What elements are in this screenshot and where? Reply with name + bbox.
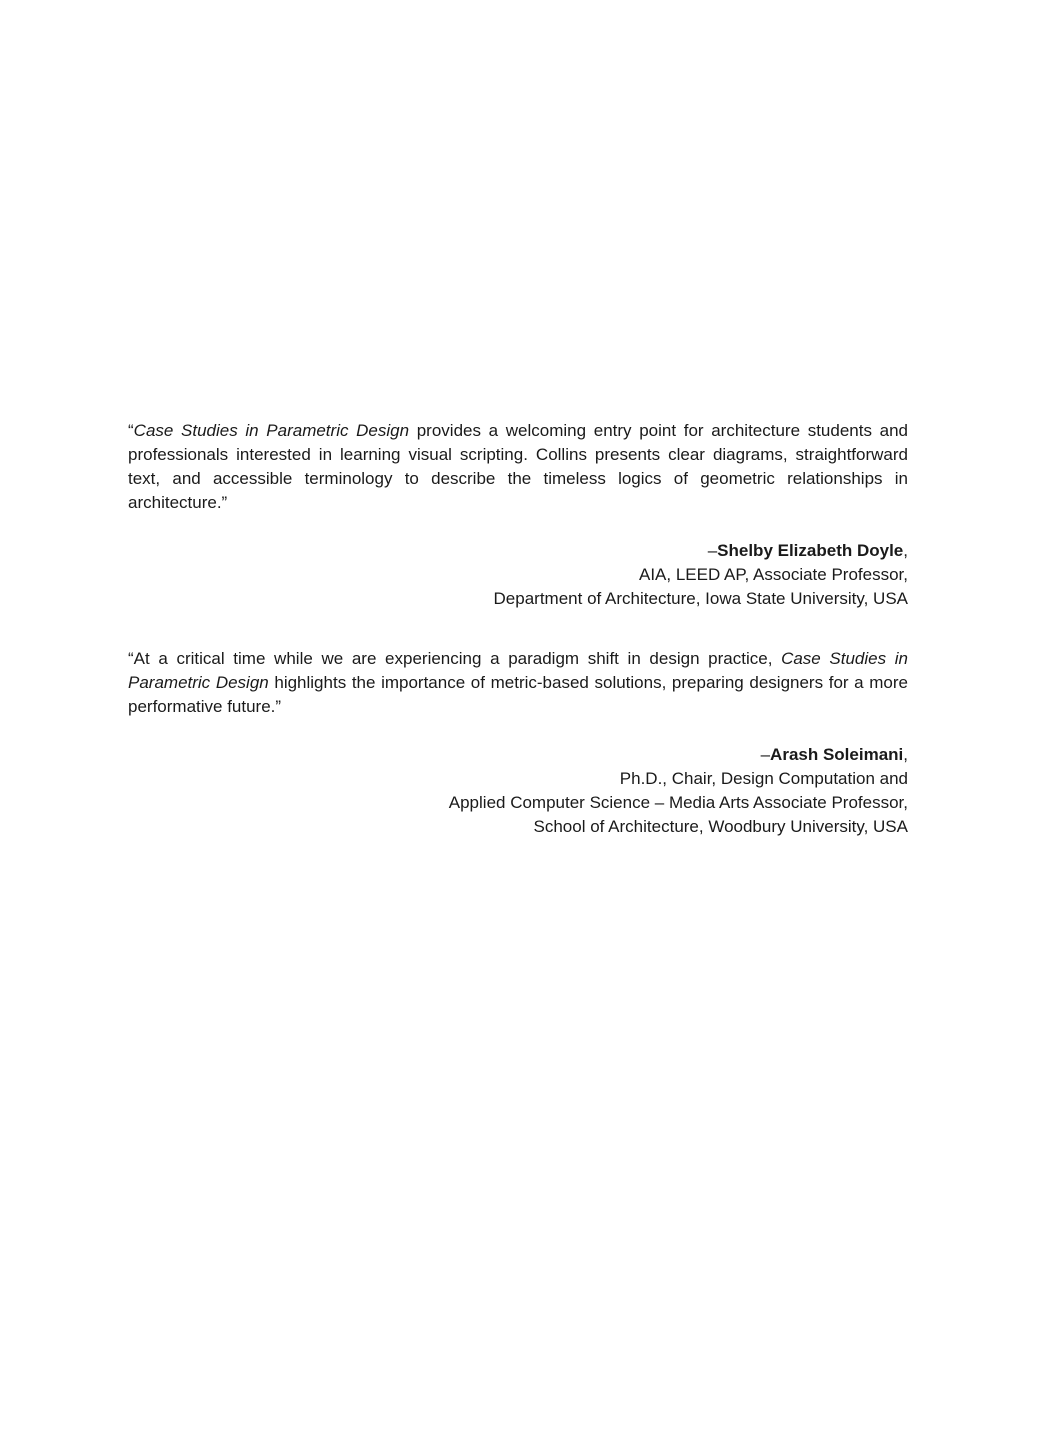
endorser-credentials: Ph.D., Chair, Design Computation and xyxy=(619,769,908,788)
attribution-name-line xyxy=(128,743,908,767)
quote-body-after: highlights the importance of metric-based solutions, preparing designers for a more performative future.” xyxy=(128,673,908,716)
endorser-credentials: AIA, LEED AP, Associate Professor, xyxy=(639,565,908,584)
attribution-comma: , xyxy=(903,745,908,764)
endorsement-2-quote xyxy=(128,647,908,719)
endorser-name: Shelby Elizabeth Doyle xyxy=(717,541,904,560)
endorsement-1 xyxy=(128,419,908,611)
endorser-name: Arash Soleimani xyxy=(770,745,904,764)
attribution-dash: – xyxy=(760,745,771,764)
attribution-dash: – xyxy=(707,541,718,560)
endorser-affiliation: School of Architecture, Woodbury University, USA xyxy=(533,817,908,836)
endorser-title: Applied Computer Science – Media Arts Associate Professor, xyxy=(448,793,908,812)
quote-body-before: “At a critical time while we are experiencing a paradigm shift in design practice, xyxy=(128,649,782,668)
book-title: Case Studies in Parametric Design xyxy=(133,421,410,440)
book-title: Case Studies in Parametric Design xyxy=(128,649,908,692)
endorsement-1-attribution xyxy=(128,539,908,611)
quote-open-mark: “ xyxy=(128,421,134,440)
attribution-comma: , xyxy=(903,541,908,560)
endorsement-2 xyxy=(128,647,908,839)
endorsement-2-attribution xyxy=(128,743,908,839)
quote-body: provides a welcoming entry point for architecture students and professionals interested in learning visual scripting. Collins presents clear diagrams, straightforward text, and accessible terminology to describe the timeless logics of geometric relationships in architecture.” xyxy=(128,421,908,512)
endorser-affiliation: Department of Architecture, Iowa State University, USA xyxy=(493,589,908,608)
endorsements-page xyxy=(128,419,908,839)
endorsement-1-quote xyxy=(128,419,908,515)
attribution-name-line xyxy=(128,539,908,563)
